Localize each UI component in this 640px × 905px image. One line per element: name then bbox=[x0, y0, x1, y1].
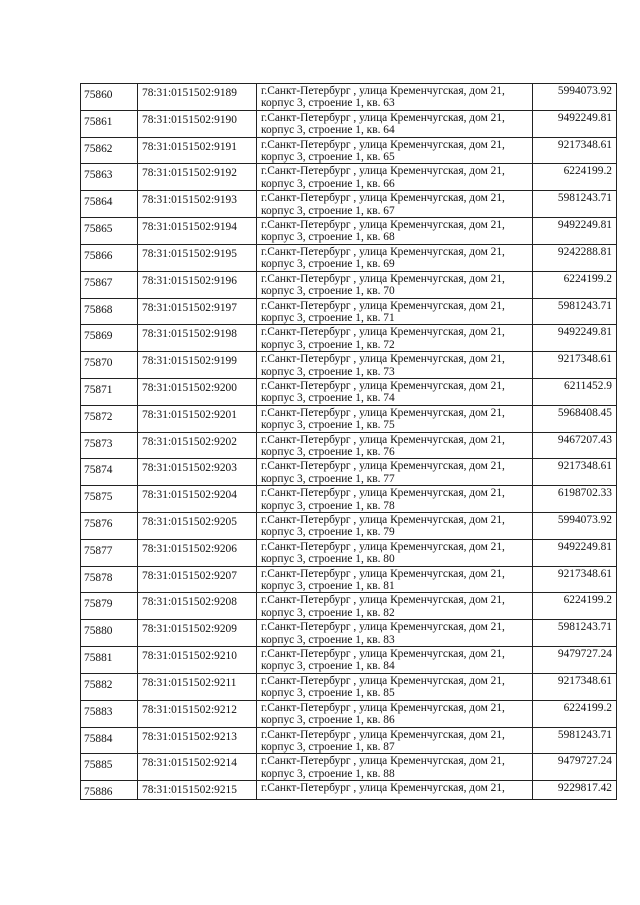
cadastral-value-cell: 9217348.61 bbox=[533, 352, 617, 379]
cadastral-number-cell: 78:31:0151502:9191 bbox=[138, 137, 257, 164]
address-line-2: корпус 3, строение 1, кв. 82 bbox=[261, 606, 395, 619]
record-number-cell: 75874 bbox=[81, 459, 138, 486]
address-line-2: корпус 3, строение 1, кв. 67 bbox=[261, 204, 395, 217]
table-row bbox=[81, 754, 617, 781]
address-cell bbox=[257, 298, 533, 325]
address-cell bbox=[257, 539, 533, 566]
table-row bbox=[81, 110, 617, 137]
cadastral-number-cell: 78:31:0151502:9204 bbox=[138, 486, 257, 513]
cadastral-value-cell: 6211452.9 bbox=[533, 378, 617, 405]
cadastral-number-cell: 78:31:0151502:9210 bbox=[138, 647, 257, 674]
table-row bbox=[81, 432, 617, 459]
cadastral-number-cell: 78:31:0151502:9196 bbox=[138, 271, 257, 298]
cadastral-value-cell: 9492249.81 bbox=[533, 218, 617, 245]
table-row bbox=[81, 352, 617, 379]
record-number-cell: 75865 bbox=[81, 218, 138, 245]
record-number-cell: 75881 bbox=[81, 647, 138, 674]
cadastral-value-cell: 9492249.81 bbox=[533, 110, 617, 137]
cadastral-number-cell: 78:31:0151502:9211 bbox=[138, 673, 257, 700]
table-row bbox=[81, 647, 617, 674]
cadastral-value-cell: 9467207.43 bbox=[533, 432, 617, 459]
record-number-cell: 75884 bbox=[81, 727, 138, 754]
cadastral-number-cell: 78:31:0151502:9199 bbox=[138, 352, 257, 379]
cadastral-number-cell: 78:31:0151502:9213 bbox=[138, 727, 257, 754]
table-row bbox=[81, 593, 617, 620]
cadastral-number-cell: 78:31:0151502:9208 bbox=[138, 593, 257, 620]
cadastral-value-cell: 9217348.61 bbox=[533, 566, 617, 593]
record-number-cell: 75876 bbox=[81, 513, 138, 540]
cadastral-value-cell: 5981243.71 bbox=[533, 191, 617, 218]
record-number-cell: 75873 bbox=[81, 432, 138, 459]
record-number-cell: 75862 bbox=[81, 137, 138, 164]
table-row bbox=[81, 727, 617, 754]
address-line-2: корпус 3, строение 1, кв. 88 bbox=[261, 767, 395, 780]
table-row bbox=[81, 271, 617, 298]
record-number-cell: 75878 bbox=[81, 566, 138, 593]
address-line-2: корпус 3, строение 1, кв. 66 bbox=[261, 177, 395, 190]
address-cell bbox=[257, 700, 533, 727]
address-line-2: корпус 3, строение 1, кв. 75 bbox=[261, 419, 395, 432]
address-line-1: г.Санкт-Петербург , улица Кременчугская, дом 21, bbox=[261, 433, 505, 446]
cadastral-number-cell: 78:31:0151502:9201 bbox=[138, 405, 257, 432]
address-line-2: корпус 3, строение 1, кв. 68 bbox=[261, 231, 395, 244]
address-line-1: г.Санкт-Петербург , улица Кременчугская, дом 21, bbox=[261, 594, 505, 607]
address-line-1: г.Санкт-Петербург , улица Кременчугская, дом 21, bbox=[261, 567, 505, 580]
cadastral-value-cell: 9217348.61 bbox=[533, 673, 617, 700]
record-number-cell: 75870 bbox=[81, 352, 138, 379]
cadastral-value-cell: 9217348.61 bbox=[533, 459, 617, 486]
cadastral-value-cell: 9492249.81 bbox=[533, 325, 617, 352]
address-line-2: корпус 3, строение 1, кв. 64 bbox=[261, 124, 395, 137]
record-number-cell: 75871 bbox=[81, 378, 138, 405]
address-line-1: г.Санкт-Петербург , улица Кременчугская, дом 21, bbox=[261, 353, 505, 366]
cadastral-value-cell: 9479727.24 bbox=[533, 754, 617, 781]
address-cell bbox=[257, 486, 533, 513]
record-number-cell: 75860 bbox=[81, 84, 138, 111]
cadastral-value-cell: 5994073.92 bbox=[533, 84, 617, 111]
address-line-1: г.Санкт-Петербург , улица Кременчугская, дом 21, bbox=[261, 540, 505, 553]
cadastral-value-cell: 6224199.2 bbox=[533, 700, 617, 727]
cadastral-number-cell: 78:31:0151502:9200 bbox=[138, 378, 257, 405]
table-body bbox=[81, 84, 617, 800]
address-cell bbox=[257, 754, 533, 781]
cadastral-number-cell: 78:31:0151502:9209 bbox=[138, 620, 257, 647]
address-cell bbox=[257, 647, 533, 674]
record-number-cell: 75868 bbox=[81, 298, 138, 325]
cadastral-value-cell: 6198702.33 bbox=[533, 486, 617, 513]
address-line-1: г.Санкт-Петербург , улица Кременчугская, дом 21, bbox=[261, 219, 505, 232]
record-number-cell: 75879 bbox=[81, 593, 138, 620]
cadastral-number-cell: 78:31:0151502:9214 bbox=[138, 754, 257, 781]
table-row bbox=[81, 673, 617, 700]
cadastral-value-cell: 9217348.61 bbox=[533, 137, 617, 164]
address-line-2: корпус 3, строение 1, кв. 73 bbox=[261, 365, 395, 378]
address-line-2: корпус 3, строение 1, кв. 85 bbox=[261, 687, 395, 700]
record-number-cell: 75885 bbox=[81, 754, 138, 781]
cadastral-number-cell: 78:31:0151502:9195 bbox=[138, 244, 257, 271]
record-number-cell: 75877 bbox=[81, 539, 138, 566]
address-line-1: г.Санкт-Петербург , улица Кременчугская, дом 21, bbox=[261, 701, 505, 714]
address-line-2: корпус 3, строение 1, кв. 65 bbox=[261, 151, 395, 164]
address-line-2: корпус 3, строение 1, кв. 84 bbox=[261, 660, 395, 673]
table-row bbox=[81, 700, 617, 727]
address-cell bbox=[257, 432, 533, 459]
table-row bbox=[81, 405, 617, 432]
cadastral-number-cell: 78:31:0151502:9203 bbox=[138, 459, 257, 486]
cadastral-number-cell: 78:31:0151502:9206 bbox=[138, 539, 257, 566]
record-number-cell: 75869 bbox=[81, 325, 138, 352]
address-cell bbox=[257, 84, 533, 111]
cadastral-value-cell: 5968408.45 bbox=[533, 405, 617, 432]
address-line-1: г.Санкт-Петербург , улица Кременчугская, дом 21, bbox=[261, 111, 505, 124]
record-number-cell: 75864 bbox=[81, 191, 138, 218]
table-row bbox=[81, 486, 617, 513]
cadastral-number-cell: 78:31:0151502:9198 bbox=[138, 325, 257, 352]
registry-sheet bbox=[80, 83, 616, 800]
address-line-2: корпус 3, строение 1, кв. 69 bbox=[261, 258, 395, 271]
address-line-1: г.Санкт-Петербург , улица Кременчугская, дом 21, bbox=[261, 299, 505, 312]
table-row bbox=[81, 378, 617, 405]
address-line-2: корпус 3, строение 1, кв. 71 bbox=[261, 311, 395, 324]
address-line-2: корпус 3, строение 1, кв. 72 bbox=[261, 338, 395, 351]
record-number-cell: 75866 bbox=[81, 244, 138, 271]
table-row bbox=[81, 218, 617, 245]
address-cell bbox=[257, 405, 533, 432]
address-line-1: г.Санкт-Петербург , улица Кременчугская, дом 21, bbox=[261, 674, 505, 687]
address-line-1: г.Санкт-Петербург , улица Кременчугская, дом 21, bbox=[261, 728, 505, 741]
cadastral-value-cell: 5981243.71 bbox=[533, 298, 617, 325]
address-line-2: корпус 3, строение 1, кв. 78 bbox=[261, 499, 395, 512]
table-row bbox=[81, 298, 617, 325]
address-line-1: г.Санкт-Петербург , улица Кременчугская, дом 21, bbox=[261, 272, 505, 285]
address-line-2: корпус 3, строение 1, кв. 83 bbox=[261, 633, 395, 646]
cadastral-value-cell: 9492249.81 bbox=[533, 539, 617, 566]
property-table bbox=[80, 83, 617, 800]
address-cell bbox=[257, 459, 533, 486]
cadastral-value-cell: 9479727.24 bbox=[533, 647, 617, 674]
table-row bbox=[81, 244, 617, 271]
cadastral-number-cell: 78:31:0151502:9205 bbox=[138, 513, 257, 540]
cadastral-number-cell: 78:31:0151502:9215 bbox=[138, 781, 257, 799]
table-row bbox=[81, 781, 617, 799]
address-cell bbox=[257, 325, 533, 352]
address-line-1: г.Санкт-Петербург , улица Кременчугская, дом 21, bbox=[261, 165, 505, 178]
cadastral-number-cell: 78:31:0151502:9194 bbox=[138, 218, 257, 245]
table-row bbox=[81, 566, 617, 593]
record-number-cell: 75867 bbox=[81, 271, 138, 298]
cadastral-number-cell: 78:31:0151502:9212 bbox=[138, 700, 257, 727]
record-number-cell: 75872 bbox=[81, 405, 138, 432]
table-row bbox=[81, 539, 617, 566]
table-row bbox=[81, 325, 617, 352]
address-line-2: корпус 3, строение 1, кв. 70 bbox=[261, 285, 395, 298]
cadastral-value-cell: 5981243.71 bbox=[533, 620, 617, 647]
address-cell bbox=[257, 620, 533, 647]
address-cell bbox=[257, 352, 533, 379]
address-cell bbox=[257, 110, 533, 137]
address-cell bbox=[257, 727, 533, 754]
address-line-1: г.Санкт-Петербург , улица Кременчугская, дом 21, bbox=[261, 326, 505, 339]
address-cell bbox=[257, 513, 533, 540]
table-row bbox=[81, 137, 617, 164]
address-line-2: корпус 3, строение 1, кв. 77 bbox=[261, 472, 395, 485]
address-line-1: г.Санкт-Петербург , улица Кременчугская, дом 21, bbox=[261, 192, 505, 205]
address-line-1: г.Санкт-Петербург , улица Кременчугская, дом 21, bbox=[261, 85, 505, 97]
cadastral-number-cell: 78:31:0151502:9197 bbox=[138, 298, 257, 325]
cadastral-number-cell: 78:31:0151502:9189 bbox=[138, 84, 257, 111]
table-row bbox=[81, 620, 617, 647]
address-cell bbox=[257, 673, 533, 700]
address-cell bbox=[257, 566, 533, 593]
cadastral-value-cell: 5994073.92 bbox=[533, 513, 617, 540]
address-line-1: г.Санкт-Петербург , улица Кременчугская, дом 21, bbox=[261, 648, 505, 661]
cadastral-value-cell: 9242288.81 bbox=[533, 244, 617, 271]
record-number-cell: 75875 bbox=[81, 486, 138, 513]
table-row bbox=[81, 164, 617, 191]
cadastral-value-cell: 5981243.71 bbox=[533, 727, 617, 754]
address-line-1: г.Санкт-Петербург , улица Кременчугская, дом 21, bbox=[261, 379, 505, 392]
address-line-2: корпус 3, строение 1, кв. 81 bbox=[261, 580, 395, 593]
address-line-1: г.Санкт-Петербург , улица Кременчугская, дом 21, bbox=[261, 138, 505, 151]
address-line-2: корпус 3, строение 1, кв. 76 bbox=[261, 445, 395, 458]
record-number-cell: 75863 bbox=[81, 164, 138, 191]
address-line-2: корпус 3, строение 1, кв. 63 bbox=[261, 97, 395, 110]
record-number-cell: 75883 bbox=[81, 700, 138, 727]
address-line-1: г.Санкт-Петербург , улица Кременчугская, дом 21, bbox=[261, 514, 505, 526]
table-row bbox=[81, 459, 617, 486]
table-row bbox=[81, 84, 617, 111]
address-line-2: корпус 3, строение 1, кв. 79 bbox=[261, 526, 395, 539]
address-cell bbox=[257, 244, 533, 271]
address-cell bbox=[257, 271, 533, 298]
address-line-1: г.Санкт-Петербург , улица Кременчугская, дом 21, bbox=[261, 782, 505, 795]
address-cell bbox=[257, 137, 533, 164]
address-line-1: г.Санкт-Петербург , улица Кременчугская, дом 21, bbox=[261, 245, 505, 258]
address-line-1: г.Санкт-Петербург , улица Кременчугская, дом 21, bbox=[261, 621, 505, 634]
cadastral-value-cell: 6224199.2 bbox=[533, 271, 617, 298]
cadastral-number-cell: 78:31:0151502:9192 bbox=[138, 164, 257, 191]
address-line-1: г.Санкт-Петербург , улица Кременчугская, дом 21, bbox=[261, 755, 505, 768]
record-number-cell: 75880 bbox=[81, 620, 138, 647]
address-line-1: г.Санкт-Петербург , улица Кременчугская, дом 21, bbox=[261, 460, 505, 473]
table-row bbox=[81, 191, 617, 218]
record-number-cell: 75861 bbox=[81, 110, 138, 137]
cadastral-value-cell: 6224199.2 bbox=[533, 164, 617, 191]
cadastral-number-cell: 78:31:0151502:9193 bbox=[138, 191, 257, 218]
address-cell bbox=[257, 593, 533, 620]
address-cell bbox=[257, 164, 533, 191]
record-number-cell: 75882 bbox=[81, 673, 138, 700]
cadastral-number-cell: 78:31:0151502:9202 bbox=[138, 432, 257, 459]
cadastral-number-cell: 78:31:0151502:9190 bbox=[138, 110, 257, 137]
address-line-1: г.Санкт-Петербург , улица Кременчугская, дом 21, bbox=[261, 487, 505, 500]
address-cell bbox=[257, 218, 533, 245]
cadastral-value-cell: 6224199.2 bbox=[533, 593, 617, 620]
address-cell bbox=[257, 191, 533, 218]
address-line-2: корпус 3, строение 1, кв. 74 bbox=[261, 392, 395, 405]
record-number-cell: 75886 bbox=[81, 781, 138, 799]
address-cell bbox=[257, 378, 533, 405]
address-line-2: корпус 3, строение 1, кв. 87 bbox=[261, 740, 395, 753]
cadastral-value-cell: 9229817.42 bbox=[533, 781, 617, 799]
address-cell bbox=[257, 781, 533, 799]
table-row bbox=[81, 513, 617, 540]
address-line-2: корпус 3, строение 1, кв. 86 bbox=[261, 714, 395, 727]
cadastral-number-cell: 78:31:0151502:9207 bbox=[138, 566, 257, 593]
address-line-1: г.Санкт-Петербург , улица Кременчугская, дом 21, bbox=[261, 406, 505, 419]
address-line-2: корпус 3, строение 1, кв. 80 bbox=[261, 553, 395, 566]
